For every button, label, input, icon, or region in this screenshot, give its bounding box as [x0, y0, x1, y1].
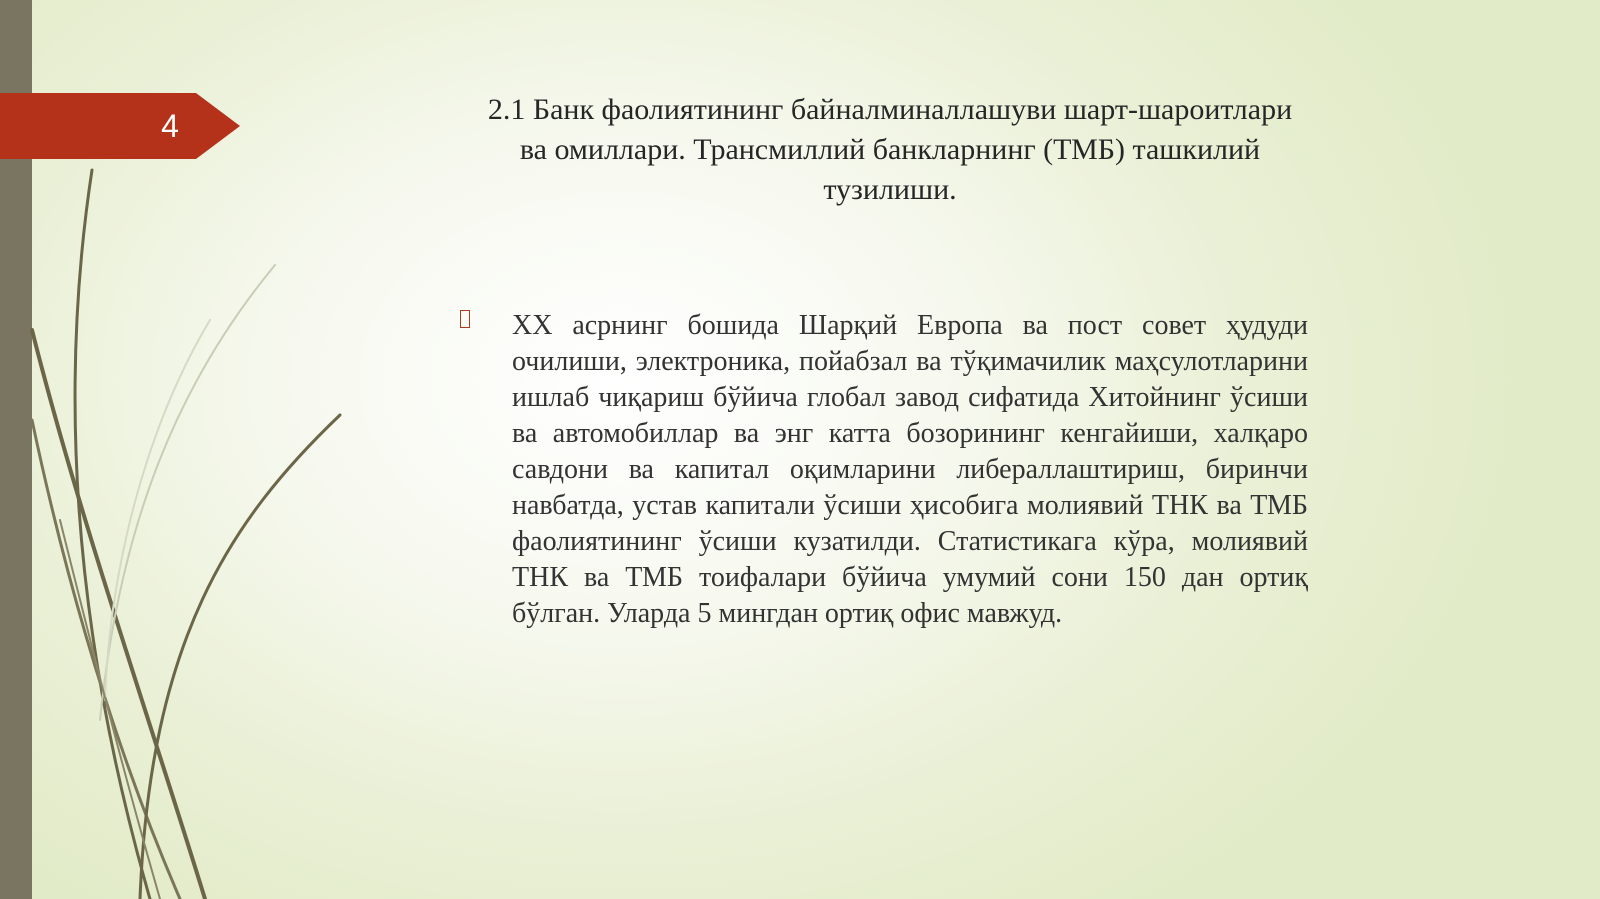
square-bullet-icon: [460, 310, 470, 328]
slide-title: 2.1 Банк фаолиятининг байналминаллашуви шарт-шароитлари ва омиллари. Трансмиллий банкларнинг (ТМБ) ташкилий тузилиши.: [487, 93, 1293, 206]
slide-number: 4: [161, 108, 179, 144]
content-area: [460, 308, 1308, 632]
tag-arrow-shape: [0, 93, 240, 159]
body-paragraph: XX асрнинг бошида Шарқий Европа ва пост совет ҳудуди очилиши, электроника, пойабзал ва тўқимачилик маҳсулотларини ишлаб чиқариш бўйича глобал завод сифатида Хитойнинг ўсиши ва автомобиллар ва энг катта бозорининг кенгайиши, халқаро савдони ва капитал оқимларини либераллаштириш, биринчи навбатда, устав капитали ўсиши ҳисобига молиявий ТНК ва ТМБ фаолиятининг ўсиши кузатилди. Статистикага кўра, молиявий ТНК ва ТМБ тоифалари бўйича умумий сони 150 дан ортиқ бўлган. Уларда 5 мингдан ортиқ офис мавжуд.: [512, 310, 1308, 629]
slide-number-tag: [0, 93, 240, 159]
